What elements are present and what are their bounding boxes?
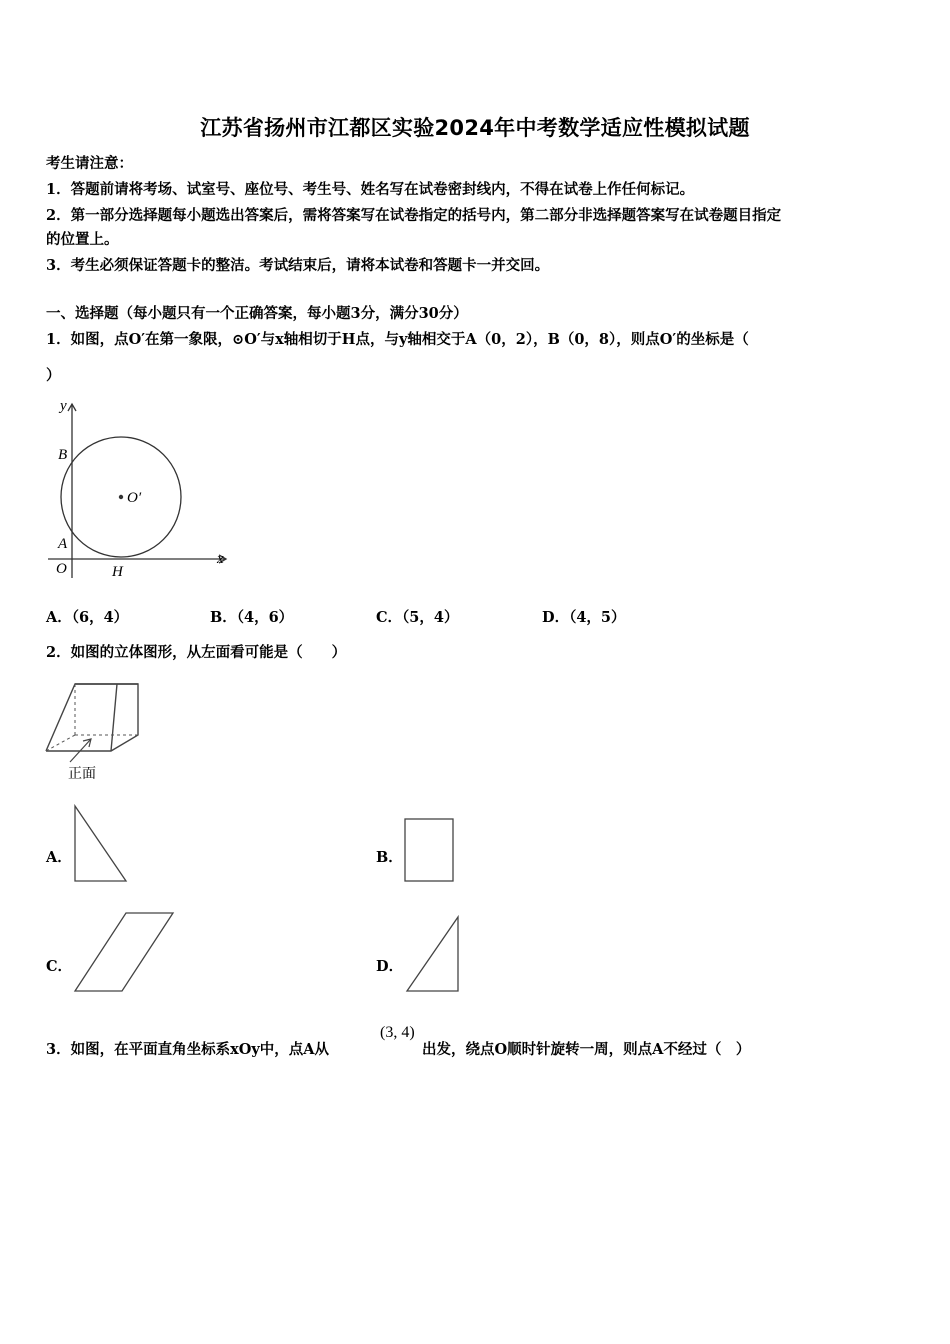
label-x: x — [217, 551, 224, 567]
q1-option-d: D．（4，5） — [542, 609, 626, 626]
q2-option-c-label: C． — [46, 958, 73, 975]
notice-line-3: 3．考生必须保证答题卡的整洁。考试结束后，请将本试卷和答题卡一并交回。 — [46, 257, 550, 274]
q2-option-b-rectangle — [400, 815, 458, 885]
q2-option-d-label: D． — [376, 958, 404, 975]
q1-option-a: A．（6，4） — [46, 609, 129, 626]
q2-option-b-label: B． — [376, 849, 403, 866]
label-oprime: O′ — [127, 490, 142, 506]
notice-line-2a: 2．第一部分选择题每小题选出答案后，需将答案写在试卷指定的括号内，第二部分非选择题答案写在试卷题目指定 — [46, 207, 782, 224]
q2-solid-figure — [42, 680, 146, 784]
notice-heading: 考生请注意： — [46, 155, 133, 172]
q3-point: (3, 4) — [380, 1024, 415, 1041]
front-label: 正面 — [68, 766, 96, 782]
q2-option-a-label: A． — [46, 849, 72, 866]
notice-line-2b: 的位置上。 — [46, 231, 119, 248]
q1-stem: 1．如图，点O′在第一象限，⊙O′与x轴相切于H点，与y轴相交于A（0，2），B（0，8），则点O′的坐标是（ — [46, 331, 749, 348]
notice-line-1: 1．答题前请将考场、试室号、座位号、考生号、姓名写在试卷密封线内，不得在试卷上作任何标记。 — [46, 181, 695, 198]
q1-option-b: B．（4，6） — [210, 609, 294, 626]
q2-option-a-triangle — [70, 802, 132, 886]
hidden-edge-diagonal — [46, 735, 75, 751]
q3-stem-a: 3．如图，在平面直角坐标系xOy中，点A从 — [46, 1041, 330, 1058]
q1-option-c: C．（5，4） — [376, 609, 459, 626]
q2-option-c-parallelogram — [70, 908, 178, 996]
page-title: 江苏省扬州市江都区实验2024年中考数学适应性模拟试题 — [200, 116, 750, 140]
q1-stem-end: ） — [46, 367, 61, 384]
label-b: B — [58, 447, 68, 463]
q3-stem-b: 出发，绕点O顺时针旋转一周，则点A不经过（ ） — [422, 1041, 751, 1058]
label-h: H — [112, 564, 123, 580]
center-point — [119, 495, 123, 499]
label-o: O — [56, 561, 67, 577]
q2-stem: 2．如图的立体图形，从左面看可能是（ ） — [46, 644, 347, 661]
label-y: y — [60, 398, 67, 414]
section-heading: 一、选择题（每小题只有一个正确答案，每小题3分，满分30分） — [46, 305, 468, 322]
solid-outline — [46, 684, 138, 751]
solid-front-edge — [111, 684, 117, 751]
q1-circle-figure — [44, 396, 234, 584]
q2-option-d-triangle — [402, 912, 464, 996]
label-a: A — [58, 536, 68, 552]
